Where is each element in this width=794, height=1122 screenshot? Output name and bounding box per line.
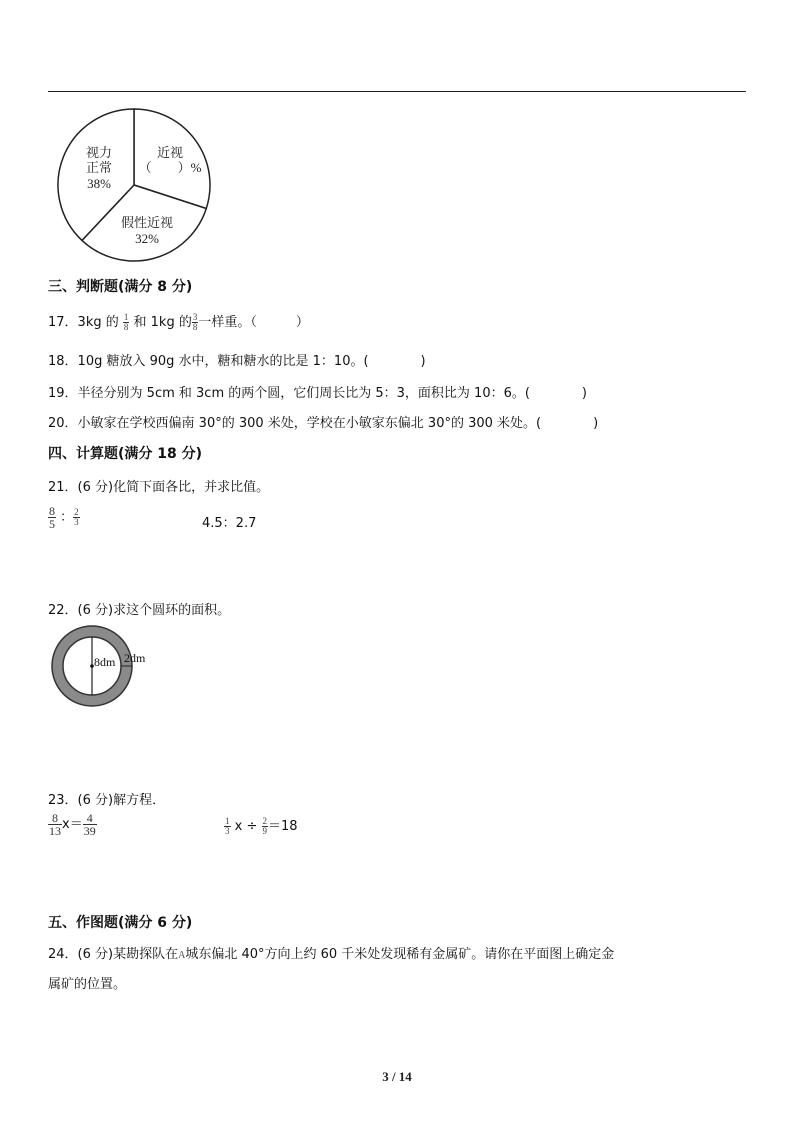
question-23: 23．(6 分)解方程．	[48, 793, 166, 808]
annulus-figure	[45, 620, 165, 712]
q23-e1-fr-denominator: 39	[83, 824, 96, 838]
q21-ratio-2: 4.5：2.7	[202, 516, 257, 531]
q17-f1-numerator: 1	[123, 312, 129, 322]
slice-myopia-label-2: （ ）%	[138, 160, 202, 175]
q17-f2-numerator: 3	[192, 312, 198, 322]
q21-f2-denominator: 3	[74, 517, 79, 527]
q23-e1-mid: x＝	[62, 817, 83, 832]
section-4-title: 四、计算题(满分 18 分)	[48, 446, 203, 462]
q23-e2-fr-numerator: 2	[262, 816, 267, 826]
q23-e1-fr-numerator: 4	[83, 812, 97, 825]
slice-normal-value: 38%	[87, 176, 111, 191]
section-3-title: 三、判断题(满分 8 分)	[48, 279, 193, 295]
inner-diameter-label: 8dm	[94, 655, 116, 669]
q17-text-c: 一样重。（ ）	[198, 315, 309, 330]
q23-e1-fraction-left	[48, 812, 62, 837]
header-rule	[48, 91, 746, 92]
q23-e2-fl-numerator: 1	[225, 816, 230, 826]
q23-e2-end: ＝18	[268, 819, 298, 834]
q21-ratio-1	[48, 505, 80, 530]
q21-fraction-1	[48, 505, 56, 530]
q21-f1-numerator: 8	[49, 504, 55, 518]
q21-colon: ：	[60, 510, 74, 525]
q23-e2-mid: x ÷	[234, 819, 258, 834]
q23-e2-fl-denominator: 3	[225, 826, 230, 836]
q23-equation-2	[224, 815, 298, 836]
q21-fraction-2	[73, 508, 80, 527]
slice-normal-label-2: 正常	[85, 160, 113, 175]
question-22: 22．(6 分)求这个圆环的面积。	[48, 603, 231, 618]
question-21: 21．(6 分)化简下面各比，并求比值。	[48, 480, 270, 495]
question-20: 20．小敏家在学校西偏南 30°的 300 米处，学校在小敏家东偏北 30°的 300 米处。( )	[48, 416, 599, 431]
question-24-line-2: 属矿的位置。	[48, 977, 127, 992]
q17-text-a: 3kg 的	[77, 315, 119, 330]
q17-f1-denominator: 8	[123, 322, 129, 332]
question-17	[48, 311, 309, 332]
q23-e1-fraction-right	[83, 812, 97, 837]
ring-width-label: 2dm	[124, 651, 146, 665]
slice-myopia-label-1: 近视	[156, 145, 184, 160]
slice-pseudo-value: 32%	[135, 231, 159, 246]
section-5-title: 五、作图题(满分 6 分)	[48, 915, 193, 931]
q21-f1-denominator: 5	[49, 517, 55, 531]
q24-text-b: 城东偏北 40°方向上约 60 千米处发现稀有金属矿。请你在平面图上确定金	[185, 947, 615, 962]
slice-normal-label-1: 视力	[85, 145, 113, 160]
q17-number: 17．	[48, 315, 78, 330]
question-24-line-1	[48, 943, 614, 962]
q17-f2-denominator: 8	[192, 322, 198, 332]
question-19: 19．半径分别为 5cm 和 3cm 的两个圆，它们周长比为 5：3，面积比为 10：6。( )	[48, 386, 587, 401]
q21-f2-numerator: 2	[74, 507, 79, 517]
page-number: 3 / 14	[382, 1069, 412, 1084]
question-18: 18．10g 糖放入 90g 水中，糖和糖水的比是 1：10。( )	[48, 354, 426, 369]
slice-pseudo-label: 假性近视	[120, 215, 174, 230]
pie-slices	[58, 109, 210, 261]
q23-e2-fr-denominator: 9	[262, 826, 267, 836]
q23-equation-1	[48, 812, 97, 837]
q23-e1-fl-numerator: 8	[48, 812, 62, 825]
q17-fraction-1	[123, 313, 130, 332]
q24-text-a: 24．(6 分)某勘探队在	[48, 947, 179, 962]
q24-city-label: A	[178, 950, 186, 961]
q17-text-b: 和 1kg 的	[133, 315, 192, 330]
vision-pie-chart	[52, 105, 214, 265]
q23-e1-fl-denominator: 13	[49, 824, 61, 838]
q23-e2-fraction-left	[224, 817, 231, 836]
